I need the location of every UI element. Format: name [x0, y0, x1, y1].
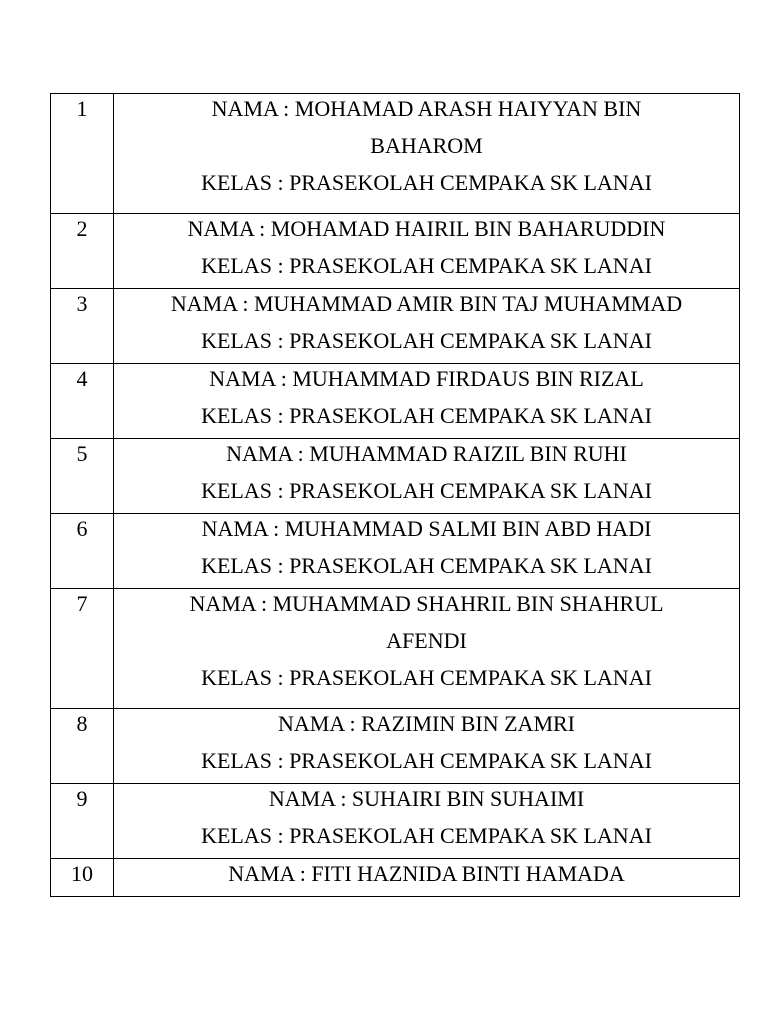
student-class-line: KELAS : PRASEKOLAH CEMPAKA SK LANAI — [201, 403, 652, 428]
row-number: 4 — [76, 366, 88, 391]
row-number: 1 — [76, 96, 88, 121]
student-info-cell — [114, 439, 740, 514]
student-name-line: NAMA : FITI HAZNIDA BINTI HAMADA — [228, 861, 625, 886]
student-class-line: KELAS : PRASEKOLAH CEMPAKA SK LANAI — [201, 553, 652, 578]
row-number: 10 — [71, 861, 93, 886]
row-number-cell — [51, 289, 114, 364]
row-number-cell — [51, 364, 114, 439]
table-row — [51, 514, 740, 589]
row-number-cell — [51, 784, 114, 859]
row-number-cell — [51, 589, 114, 709]
student-name-line: NAMA : MUHAMMAD SHAHRIL BIN SHAHRUL — [189, 591, 664, 616]
row-number: 8 — [76, 711, 88, 736]
student-name-line: NAMA : MUHAMMAD SALMI BIN ABD HADI — [201, 516, 652, 541]
row-number: 3 — [76, 291, 88, 316]
student-class-line: KELAS : PRASEKOLAH CEMPAKA SK LANAI — [201, 823, 652, 848]
roster-body — [51, 94, 740, 897]
student-name-line: NAMA : MUHAMMAD FIRDAUS BIN RIZAL — [209, 366, 644, 391]
student-class-line: KELAS : PRASEKOLAH CEMPAKA SK LANAI — [201, 170, 652, 195]
student-roster-table — [50, 93, 740, 897]
student-info-cell — [114, 94, 740, 214]
student-name-line: NAMA : MOHAMAD HAIRIL BIN BAHARUDDIN — [187, 216, 666, 241]
table-row — [51, 439, 740, 514]
table-row — [51, 859, 740, 897]
student-name-line: NAMA : RAZIMIN BIN ZAMRI — [278, 711, 575, 736]
student-info-cell — [114, 289, 740, 364]
table-row — [51, 214, 740, 289]
table-row — [51, 784, 740, 859]
student-class-line: KELAS : PRASEKOLAH CEMPAKA SK LANAI — [201, 328, 652, 353]
student-name-line: NAMA : MUHAMMAD RAIZIL BIN RUHI — [226, 441, 627, 466]
student-info-cell — [114, 784, 740, 859]
student-info-cell — [114, 859, 740, 897]
row-number-cell — [51, 439, 114, 514]
row-number-cell — [51, 709, 114, 784]
row-number-cell — [51, 94, 114, 214]
table-row — [51, 289, 740, 364]
table-row — [51, 94, 740, 214]
row-number: 5 — [76, 441, 88, 466]
table-row — [51, 589, 740, 709]
row-number: 9 — [76, 786, 88, 811]
student-info-cell — [114, 589, 740, 709]
table-row — [51, 709, 740, 784]
student-name-line: NAMA : SUHAIRI BIN SUHAIMI — [268, 786, 585, 811]
row-number-cell — [51, 859, 114, 897]
student-class-line: KELAS : PRASEKOLAH CEMPAKA SK LANAI — [201, 748, 652, 773]
row-number-cell — [51, 514, 114, 589]
student-class-line: KELAS : PRASEKOLAH CEMPAKA SK LANAI — [201, 253, 652, 278]
student-name-line: NAMA : MOHAMAD ARASH HAIYYAN BIN — [211, 96, 642, 121]
row-number: 6 — [76, 516, 88, 541]
student-info-cell — [114, 364, 740, 439]
student-info-cell — [114, 514, 740, 589]
student-name-line: AFENDI — [386, 628, 467, 653]
student-class-line: KELAS : PRASEKOLAH CEMPAKA SK LANAI — [201, 478, 652, 503]
student-name-line: BAHAROM — [370, 133, 483, 158]
student-info-cell — [114, 214, 740, 289]
row-number: 7 — [76, 591, 88, 616]
student-info-cell — [114, 709, 740, 784]
table-row — [51, 364, 740, 439]
row-number-cell — [51, 214, 114, 289]
student-class-line: KELAS : PRASEKOLAH CEMPAKA SK LANAI — [201, 665, 652, 690]
row-number: 2 — [76, 216, 88, 241]
student-name-line: NAMA : MUHAMMAD AMIR BIN TAJ MUHAMMAD — [170, 291, 683, 316]
